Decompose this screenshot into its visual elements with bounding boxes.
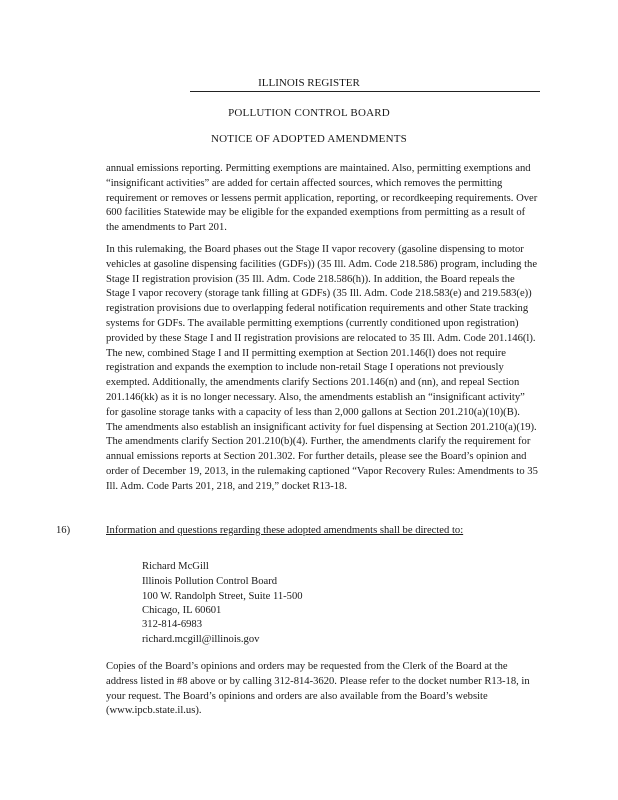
item-heading: Information and questions regarding these adopted amendments shall be directed to: — [106, 525, 464, 536]
board-heading: POLLUTION CONTROL BOARD — [228, 107, 390, 119]
paragraph-stage-ii-phaseout: In this rulemaking, the Board phases out the Stage II vapor recovery (gasoline dispensing to motor vehicles at gasoline dispensing facilities (GDFs)) (35 Ill. Adm. Code 218.586) program, including the Stage II registration provision (35 Ill. Adm. Code 218.586(h)). In addition, the Board repeals the Stage I vapor recovery (storage tank filling at GDFs) (35 Ill. Adm. Code 218.583(e) and 219.583(e)) registration provisions due to overlapping federal notification requirements and other State tracking systems for GDFs. The available permitting exemptions (currently conditioned upon registration) provided by these Stage I and II registration provisions are relocated to 35 Ill. Adm. Code 201.146(l). The new, combined Stage I and II permitting exemption at Section 201.146(l) does not require registration and expands the exemption to include non-retail Stage I operations not previously exempted. Additionally, the amendments clarify Sections 201.146(n) and (nn), and repeal Section 201.146(kk) as it is no longer necessary. Also, the amendments establish an “insignificant activity” for gasoline storage tanks with a capacity of less than 2,000 gallons at Section 201.210(a)(10)(B). The amendments also establish an insignificant activity for fuel dispensing at Section 201.210(a)(19). The amendments clarify Section 201.210(b)(4). Further, the amendments clarify the requirement for annual emissions reports at Section 201.302. For further details, please see the Board’s opinion and order of December 19, 2013, in the rulemaking captioned “Vapor Recovery Rules: Amendments to 35 Ill. Adm. Code Parts 201, 218, and 219,” docket R13-18. — [106, 244, 538, 492]
contact-name: Richard McGill — [142, 561, 209, 572]
contact-phone: 312-814-6983 — [142, 619, 203, 630]
contact-organization: Illinois Pollution Control Board — [142, 575, 278, 587]
item-number: 16) — [56, 525, 71, 536]
contact-details-block — [142, 618, 259, 648]
paragraph-permitting-exemptions: annual emissions reporting. Permitting exemptions are maintained. Also, permitting exemptions and “insignificant activities” are added for certain affected sources, which removes the permitting requirement or removes or lessens permit application, reporting, or recordkeeping requirements. Over 600 facilities Statewide may be eligible for the expanded exemptions from permitting as a result of the amendments to Part 201. — [106, 163, 538, 234]
register-underline — [190, 91, 540, 92]
paragraph-copies-of-opinions: Copies of the Board’s opinions and orders may be requested from the Clerk of the Board at the address listed in #8 above or by calling 312-814-3620. Please refer to the docket number R13-18, in your request. The Board’s opinions and orders are also available from the Board’s website (www.ipcb.state.il.us). — [106, 661, 530, 717]
contact-city: Chicago, IL 60601 — [142, 605, 222, 617]
notice-heading: NOTICE OF ADOPTED AMENDMENTS — [211, 133, 407, 145]
contact-email: richard.mcgill@illinois.gov — [142, 633, 260, 645]
contact-address-block — [142, 560, 303, 619]
register-heading: ILLINOIS REGISTER — [258, 77, 360, 89]
contact-street: 100 W. Randolph Street, Suite 11-500 — [142, 590, 303, 602]
